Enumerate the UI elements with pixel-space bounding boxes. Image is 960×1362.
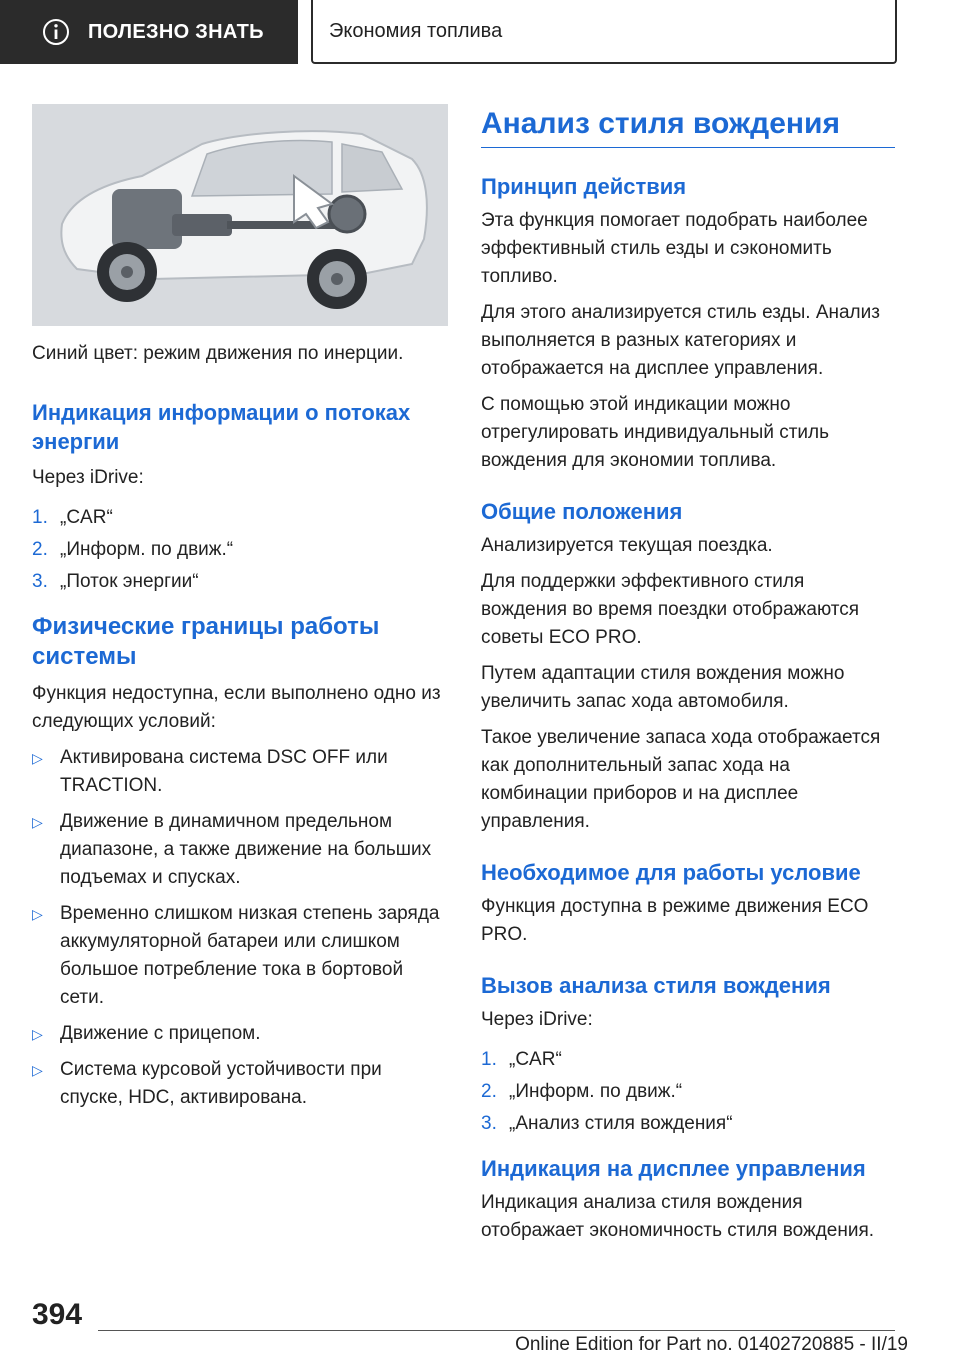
- paragraph: Такое увеличение запаса хода отображается как дополнительный запас хода на комбинации приборов и на дисплее управления.: [481, 727, 881, 832]
- list-item: 1. „CAR“: [481, 1049, 562, 1070]
- list-item: 2. „Информ. по движ.“: [481, 1081, 683, 1102]
- display-heading: Индикация на дисплее управления: [481, 1156, 866, 1181]
- page-title: Анализ стиля вождения: [481, 104, 895, 148]
- car-powertrain-illustration: [32, 104, 448, 326]
- info-icon: [42, 18, 70, 46]
- section-label: ПОЛЕЗНО ЗНАТЬ: [88, 20, 264, 43]
- energy-flow-heading: Индикация информации о потоках энергии: [32, 400, 411, 454]
- triangle-bullet-icon: ▷: [32, 906, 43, 922]
- limits-intro: Функция недоступна, если выполнено одно из следующих условий:: [32, 683, 441, 732]
- call-heading: Вызов анализа стиля вождения: [481, 973, 831, 998]
- figure-caption: Синий цвет: режим движения по инерции.: [32, 343, 404, 364]
- triangle-bullet-icon: ▷: [32, 814, 43, 830]
- call-intro: Через iDrive:: [481, 1009, 593, 1030]
- triangle-bullet-icon: ▷: [32, 1062, 43, 1078]
- call-steps: [481, 1046, 895, 1138]
- right-column: [481, 104, 895, 1245]
- section-tab: [0, 0, 298, 64]
- triangle-bullet-icon: ▷: [32, 1026, 43, 1042]
- triangle-bullet-icon: ▷: [32, 750, 43, 766]
- paragraph: Путем адаптации стиля вождения можно увеличить запас хода автомобиля.: [481, 663, 845, 712]
- principle-heading: Принцип действия: [481, 174, 687, 199]
- edition-text: Online Edition for Part no. 01402720885 - II/19: [515, 1334, 908, 1355]
- list-item: ▷ Движение в динамичном предельном диапазоне, а также движение на больших подъемах и спусках.: [32, 808, 448, 892]
- paragraph: Для поддержки эффективного стиля вождения во время поездки отображаются советы ECO PRO.: [481, 571, 860, 648]
- paragraph: Индикация анализа стиля вождения отображает экономичность стиля вождения.: [481, 1192, 875, 1241]
- chapter-title: Экономия топлива: [329, 19, 503, 42]
- chapter-tab: [311, 0, 897, 64]
- list-item: 3. „Анализ стиля вождения“: [481, 1113, 733, 1134]
- energy-flow-intro: Через iDrive:: [32, 467, 144, 488]
- paragraph: Анализируется текущая поездка.: [481, 535, 773, 556]
- limits-heading: Физические границы работы системы: [32, 613, 380, 670]
- limits-list: [32, 744, 448, 1112]
- general-heading: Общие положения: [481, 499, 683, 524]
- footer-divider: [98, 1330, 895, 1331]
- list-item: ▷ Активирована система DSC OFF или TRACTION.: [32, 744, 448, 800]
- page-number: 394: [32, 1298, 83, 1331]
- list-item: 3. „Поток энергии“: [32, 571, 199, 592]
- left-column: [32, 104, 448, 1120]
- paragraph: Для этого анализируется стиль езды. Анализ выполняется в разных категориях и отображается на дисплее управления.: [481, 302, 880, 379]
- requirement-heading: Необходимое для работы условие: [481, 860, 861, 885]
- list-item: ▷ Временно слишком низкая степень заряда аккумуляторной батареи или слишком большое потребление тока в бортовой сети.: [32, 900, 448, 1012]
- paragraph: С помощью этой индикации можно отрегулировать индивидуальный стиль вождения для экономии топлива.: [481, 394, 830, 471]
- list-item: ▷ Движение с прицепом.: [32, 1020, 448, 1048]
- list-item: 2. „Информ. по движ.“: [32, 539, 234, 560]
- paragraph: Эта функция помогает подобрать наиболее эффективный стиль езды и сэкономить топливо.: [481, 210, 868, 287]
- list-item: ▷ Система курсовой устойчивости при спуске, HDC, активирована.: [32, 1056, 448, 1112]
- list-item: 1. „CAR“: [32, 507, 113, 528]
- paragraph: Функция доступна в режиме движения ECO PRO.: [481, 896, 869, 945]
- energy-flow-steps: [32, 504, 448, 596]
